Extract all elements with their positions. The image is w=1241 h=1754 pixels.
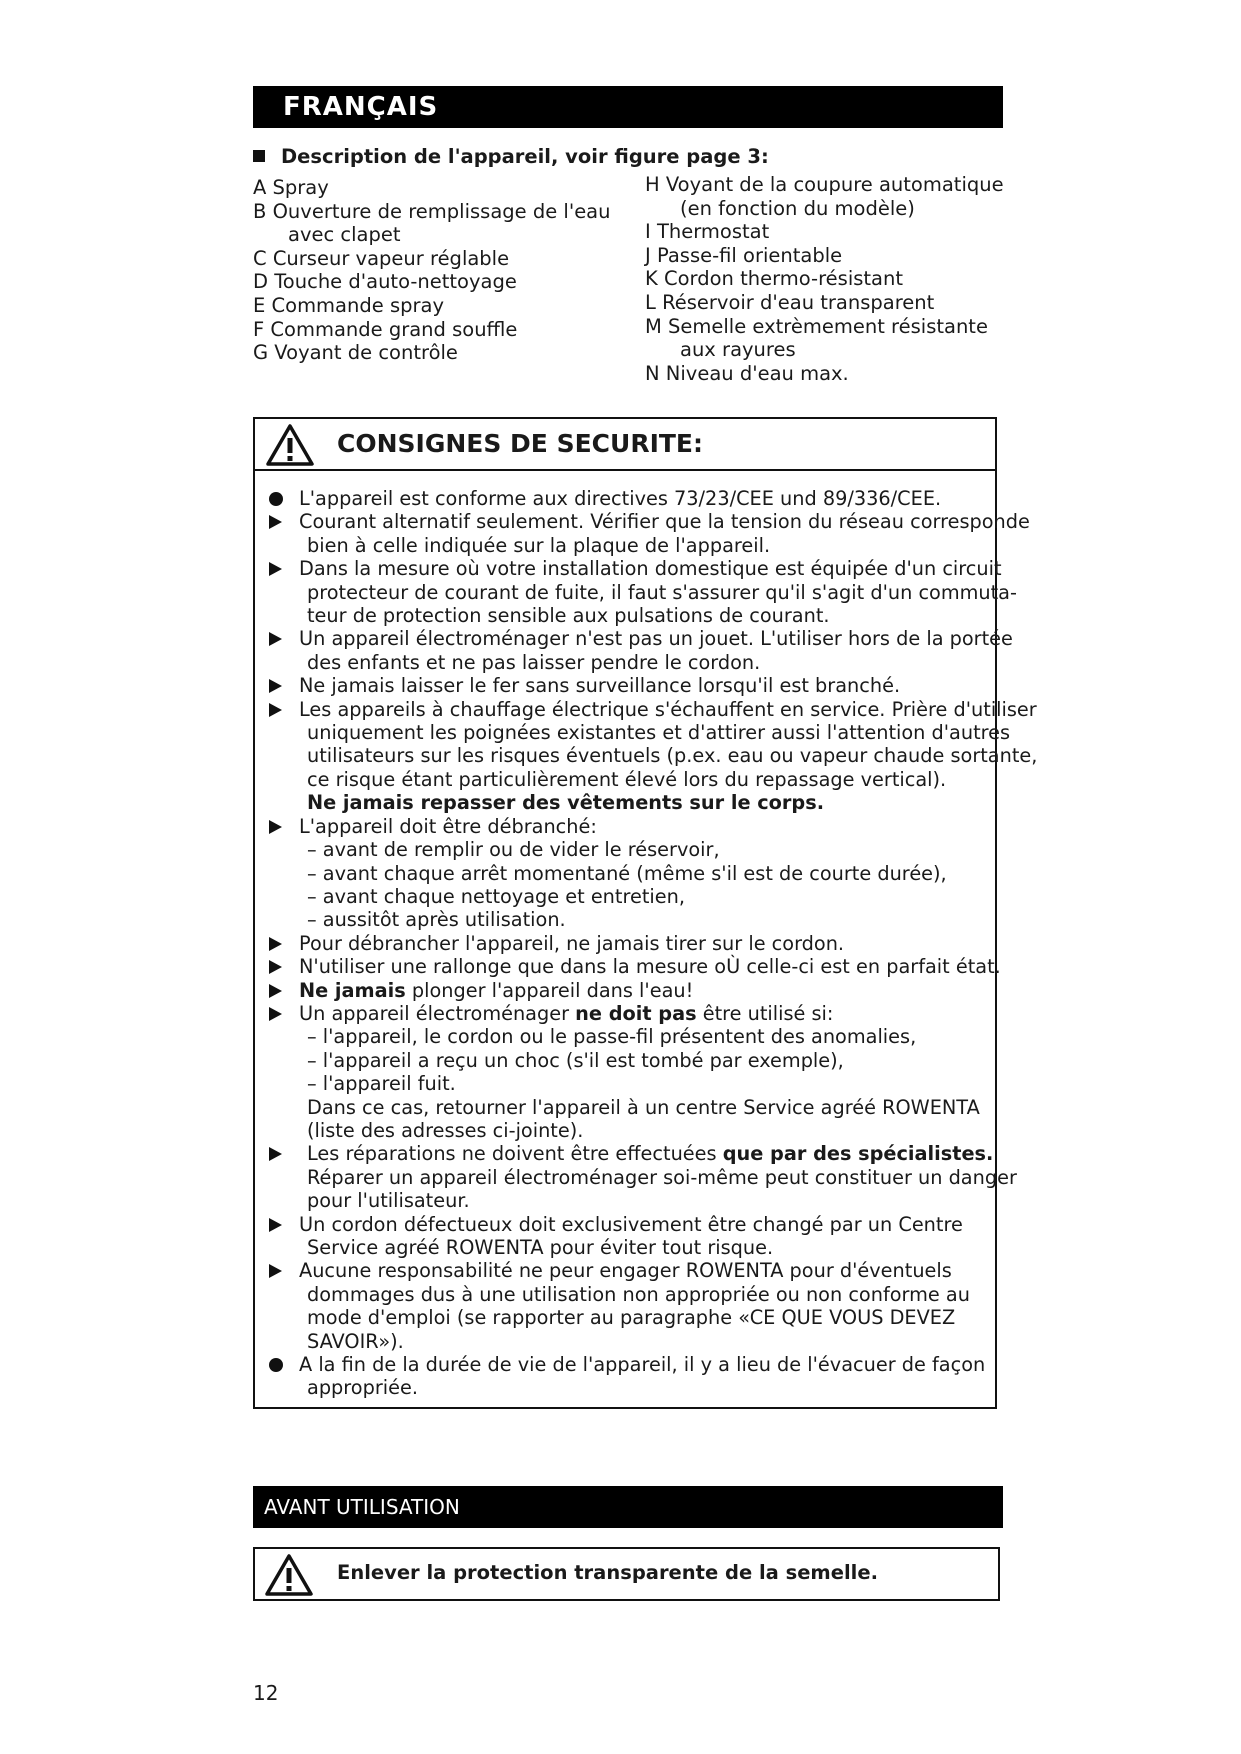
safety-header xyxy=(255,419,995,471)
safety-rule-line: Pour débrancher l'appareil, ne jamais tirer sur le cordon. xyxy=(299,931,845,955)
safety-rule-line: des enfants et ne pas laisser pendre le cordon. xyxy=(307,650,761,674)
part-item: F Commande grand souffle xyxy=(253,317,518,341)
safety-rule-line: uniquement les poignées existantes et d'attirer aussi l'attention d'autres xyxy=(307,721,1011,745)
emphasis-text: ne doit pas xyxy=(575,1001,697,1025)
safety-rule-line: mode d'emploi (se rapporter au paragraphe «CE QUE VOUS DEVEZ xyxy=(307,1306,956,1330)
triangle-bullet-icon xyxy=(269,1259,293,1283)
rule-text: plonger l'appareil dans l'eau! xyxy=(405,978,694,1002)
part-item: aux rayures xyxy=(680,338,796,362)
part-item: E Commande spray xyxy=(253,293,444,317)
part-item: G Voyant de contrôle xyxy=(253,341,458,365)
safety-rule-line: – avant de remplir ou de vider le réservoir, xyxy=(307,838,720,862)
warning-triangle-icon xyxy=(265,423,315,467)
safety-rule-line: Dans la mesure où votre installation domestique est équipée d'un circuit xyxy=(299,557,1002,581)
safety-rule-line: pour l'utilisateur. xyxy=(307,1189,470,1213)
triangle-bullet-icon xyxy=(269,674,293,698)
safety-rule-line xyxy=(299,1002,989,1025)
part-item: B Ouverture de remplissage de l'eau xyxy=(253,199,611,223)
triangle-bullet-icon xyxy=(269,627,293,651)
safety-rule-line: – l'appareil a reçu un choc (s'il est tombé par exemple), xyxy=(307,1048,844,1072)
parts-list-left xyxy=(253,176,611,365)
emphasis-text: Ne jamais xyxy=(299,978,406,1002)
rule-text: Les réparations ne doivent être effectuées xyxy=(307,1142,723,1166)
safety-instructions-box xyxy=(253,417,1038,1409)
safety-rule-line: Ne jamais laisser le fer sans surveillance lorsqu'il est branché. xyxy=(299,674,901,698)
safety-rule-line: – avant chaque arrêt momentané (même s'il est de courte durée), xyxy=(307,861,947,885)
safety-rule-line: utilisateurs sur les risques éventuels (p.ex. eau ou vapeur chaude sortante, xyxy=(307,744,1038,768)
safety-rules-list xyxy=(269,487,1038,1400)
safety-rule-line: Réparer un appareil électroménager soi-même peut constituer un danger xyxy=(307,1165,1017,1189)
triangle-bullet-icon xyxy=(269,1213,293,1237)
safety-rule xyxy=(269,627,1013,674)
language-header: FRANÇAIS xyxy=(253,86,1003,128)
safety-rule xyxy=(269,1002,989,1142)
avant-utilisation-header: AVANT UTILISATION xyxy=(253,1486,1003,1528)
safety-rule xyxy=(269,1259,989,1353)
safety-rule xyxy=(269,674,989,697)
safety-title: CONSIGNES DE SECURITE: xyxy=(337,429,704,458)
rule-text: Un appareil électroménager xyxy=(299,1001,576,1025)
round-bullet-icon xyxy=(269,1353,293,1377)
safety-rule-line: (liste des adresses ci-jointe). xyxy=(307,1118,584,1142)
part-item: L Réservoir d'eau transparent xyxy=(645,290,935,314)
safety-rule-line: A la fin de la durée de vie de l'appareil, il y a lieu de l'évacuer de façon xyxy=(299,1353,986,1377)
safety-rule-line: teur de protection sensible aux pulsations de courant. xyxy=(307,604,830,628)
part-item: K Cordon thermo-résistant xyxy=(645,267,903,291)
part-item: avec clapet xyxy=(288,223,401,247)
warning-triangle-icon xyxy=(264,1552,314,1598)
safety-rule xyxy=(269,815,989,932)
triangle-bullet-icon xyxy=(269,557,293,581)
safety-rule-line: – aussitôt après utilisation. xyxy=(307,908,566,932)
part-item: C Curseur vapeur réglable xyxy=(253,246,510,270)
safety-rule xyxy=(269,932,989,955)
safety-rule-line: protecteur de courant de fuite, il faut s'assurer qu'il s'agit d'un commuta- xyxy=(307,580,1017,604)
safety-rule-line: – l'appareil, le cordon ou le passe-fil présentent des anomalies, xyxy=(307,1025,917,1049)
safety-rule-line: Un appareil électroménager n'est pas un jouet. L'utiliser hors de la portée xyxy=(299,627,1013,651)
triangle-bullet-icon xyxy=(269,698,293,722)
safety-rule-line: Service agréé ROWENTA pour éviter tout risque. xyxy=(307,1236,774,1259)
safety-rule-line: ce risque étant particulièrement élevé lors du repassage vertical). xyxy=(307,767,947,791)
protection-note-text: Enlever la protection transparente de la semelle. xyxy=(337,1561,878,1584)
safety-rule-line: N'utiliser une rallonge que dans la mesure oÙ celle-ci est en parfait état. xyxy=(299,955,1001,979)
page-number: 12 xyxy=(253,1681,279,1705)
safety-rule-line: Courant alternatif seulement. Vérifier que la tension du réseau corresponde xyxy=(299,510,1030,534)
safety-rule-line: Dans ce cas, retourner l'appareil à un centre Service agréé ROWENTA xyxy=(307,1095,980,1119)
safety-rule-line: – avant chaque nettoyage et entretien, xyxy=(307,884,685,908)
description-heading xyxy=(253,144,769,170)
description-heading-text: Description de l'appareil, voir figure page 3: xyxy=(281,145,769,168)
part-item: H Voyant de la coupure automatique xyxy=(645,173,1004,196)
safety-rule-line: dommages dus à une utilisation non appropriée ou non conforme au xyxy=(307,1282,970,1306)
safety-rule xyxy=(269,1142,1017,1213)
safety-rule xyxy=(269,510,1030,557)
part-item: M Semelle extrèmement résistante xyxy=(645,314,988,338)
safety-rule xyxy=(269,1213,989,1260)
safety-rule xyxy=(269,697,1038,815)
safety-rule-line: Les appareils à chauffage électrique s'échauffent en service. Prière d'utiliser xyxy=(299,697,1037,721)
triangle-bullet-icon xyxy=(269,1142,293,1166)
safety-rule-line xyxy=(299,979,989,1002)
safety-rule-line: Un cordon défectueux doit exclusivement être changé par un Centre xyxy=(299,1212,963,1236)
part-item: D Touche d'auto-nettoyage xyxy=(253,270,517,294)
triangle-bullet-icon xyxy=(269,510,293,534)
triangle-bullet-icon xyxy=(269,932,293,956)
safety-rule xyxy=(269,955,1001,979)
square-bullet-icon xyxy=(253,150,265,162)
part-item: A Spray xyxy=(253,176,329,199)
safety-rule xyxy=(269,557,1017,628)
safety-rule-line: L'appareil est conforme aux directives 73/23/CEE und 89/336/CEE. xyxy=(299,487,942,510)
triangle-bullet-icon xyxy=(269,955,293,979)
safety-rule-line: – l'appareil fuit. xyxy=(307,1072,456,1096)
safety-rule-line: Ne jamais repasser des vêtements sur le corps. xyxy=(307,791,825,815)
safety-rule xyxy=(269,1353,989,1400)
round-bullet-icon xyxy=(269,487,293,511)
rule-text: être utilisé si: xyxy=(696,1001,834,1025)
protection-note-box xyxy=(253,1547,1000,1601)
safety-rule-line xyxy=(299,1142,994,1166)
part-item: N Niveau d'eau max. xyxy=(645,361,849,385)
safety-rule-line: appropriée. xyxy=(307,1376,418,1400)
emphasis-text: que par des spécialistes. xyxy=(722,1142,994,1166)
triangle-bullet-icon xyxy=(269,979,293,1003)
safety-rule xyxy=(269,487,989,510)
safety-rule-line: SAVOIR»). xyxy=(307,1329,404,1353)
parts-list-right xyxy=(645,173,1004,385)
safety-rule-line: L'appareil doit être débranché: xyxy=(299,814,597,838)
part-item: I Thermostat xyxy=(645,220,770,244)
safety-rule xyxy=(269,979,989,1002)
safety-rule-line: bien à celle indiquée sur la plaque de l'appareil. xyxy=(307,533,771,557)
part-item: (en fonction du modèle) xyxy=(680,196,915,220)
part-item: J Passe-fil orientable xyxy=(645,243,843,267)
triangle-bullet-icon xyxy=(269,815,293,839)
triangle-bullet-icon xyxy=(269,1002,293,1026)
safety-rule-line: Aucune responsabilité ne peur engager ROWENTA pour d'éventuels xyxy=(299,1259,952,1283)
